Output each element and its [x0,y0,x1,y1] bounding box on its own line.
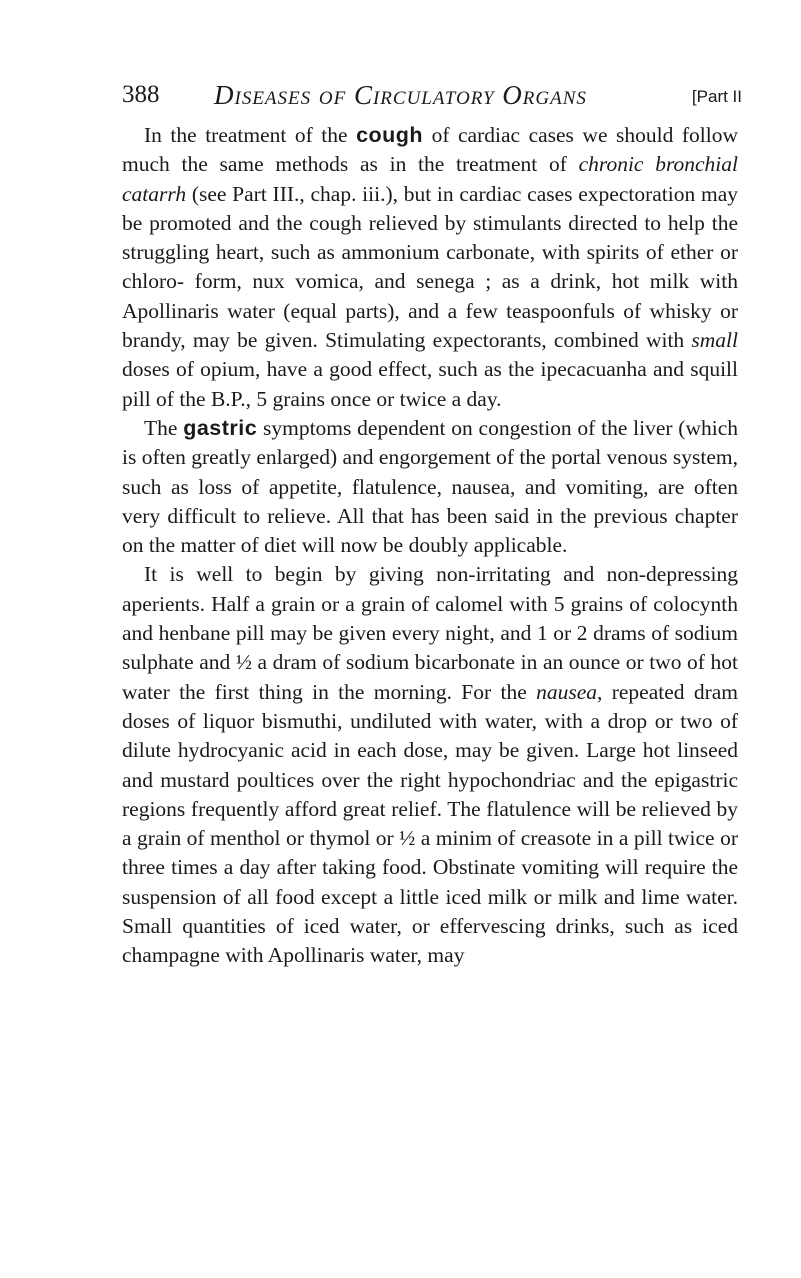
paragraph-aperients [122,560,738,970]
text-segment: In the treatment of the [144,123,357,147]
text-segment: It is well to begin by giving non-irritating and non-depressing aperients. Half a grain or a grain of calomel with 5 grains of colocynth and henbane pill may be given every night, and 1 or 2 drams of sodium sulphate and ½ a dram of sodium bicarbonate in an ounce or two of hot water the first thing in the morning. For the [122,562,738,704]
keyword-cough: cough [356,123,424,147]
italic-term: chronic bronchial catarrh [122,152,739,206]
keyword-gastric: gastric [183,415,258,440]
text-segment: (see Part III., chap. iii.), but in cardiac cases expectoration may be promoted and the cough relieved by stimulants directed to help the struggling heart, such as ammonium carbonate, with spirits of ether or chloro- form, nux vomica, and senega ; as a drink, hot milk with Apollinaris water (equal parts), and a few teaspoonfuls of whisky or brandy, may be given. Stimulating expectorants, combined with [122,181,738,353]
paragraph-cough [122,121,738,414]
text-segment: of cardiac cases we should follow much the same methods as in the treatment of [122,123,738,177]
text-segment: The [144,415,184,440]
text-segment: symptoms dependent on congestion of the liver (which is often greatly enlarged) and engorgement of the portal venous system, such as loss of appetite, flatulence, nausea, and vomiting, are often very difficult to relieve. All that has been said in the previous chapter on the matter of diet will now be doubly applicable. [122,415,738,558]
text-segment: doses of opium, have a good effect, such as the ipecacuanha and squill pill of the B.P., 5 grains once or twice a day. [122,357,738,411]
body-text [122,121,738,971]
text-segment: , repeated dram doses of liquor bismuthi, undiluted with water, with a drop or two of dilute hydrocyanic acid in each dose, may be given. Large hot linseed and mustard poultices over the right hypochondriac and the epigastric regions frequently afford great relief. The flatulence will be relieved by a grain of menthol or thymol or ½ a minim of creasote in a pill twice or three times a day after taking food. Obstinate vomiting will require the suspension of all food except a little iced milk or milk and lime water. Small quantities of iced water, or effervescing drinks, such as iced champagne with Apollinaris water, may [122,679,738,968]
chapter-title: Diseases of Circulatory Organs [214,80,587,110]
page-number: 388 [122,81,160,108]
paragraph-gastric [122,414,738,560]
running-head [122,78,742,112]
italic-term: nausea [536,679,597,704]
part-label: [Part II [691,87,742,106]
italic-term: small [691,328,738,353]
